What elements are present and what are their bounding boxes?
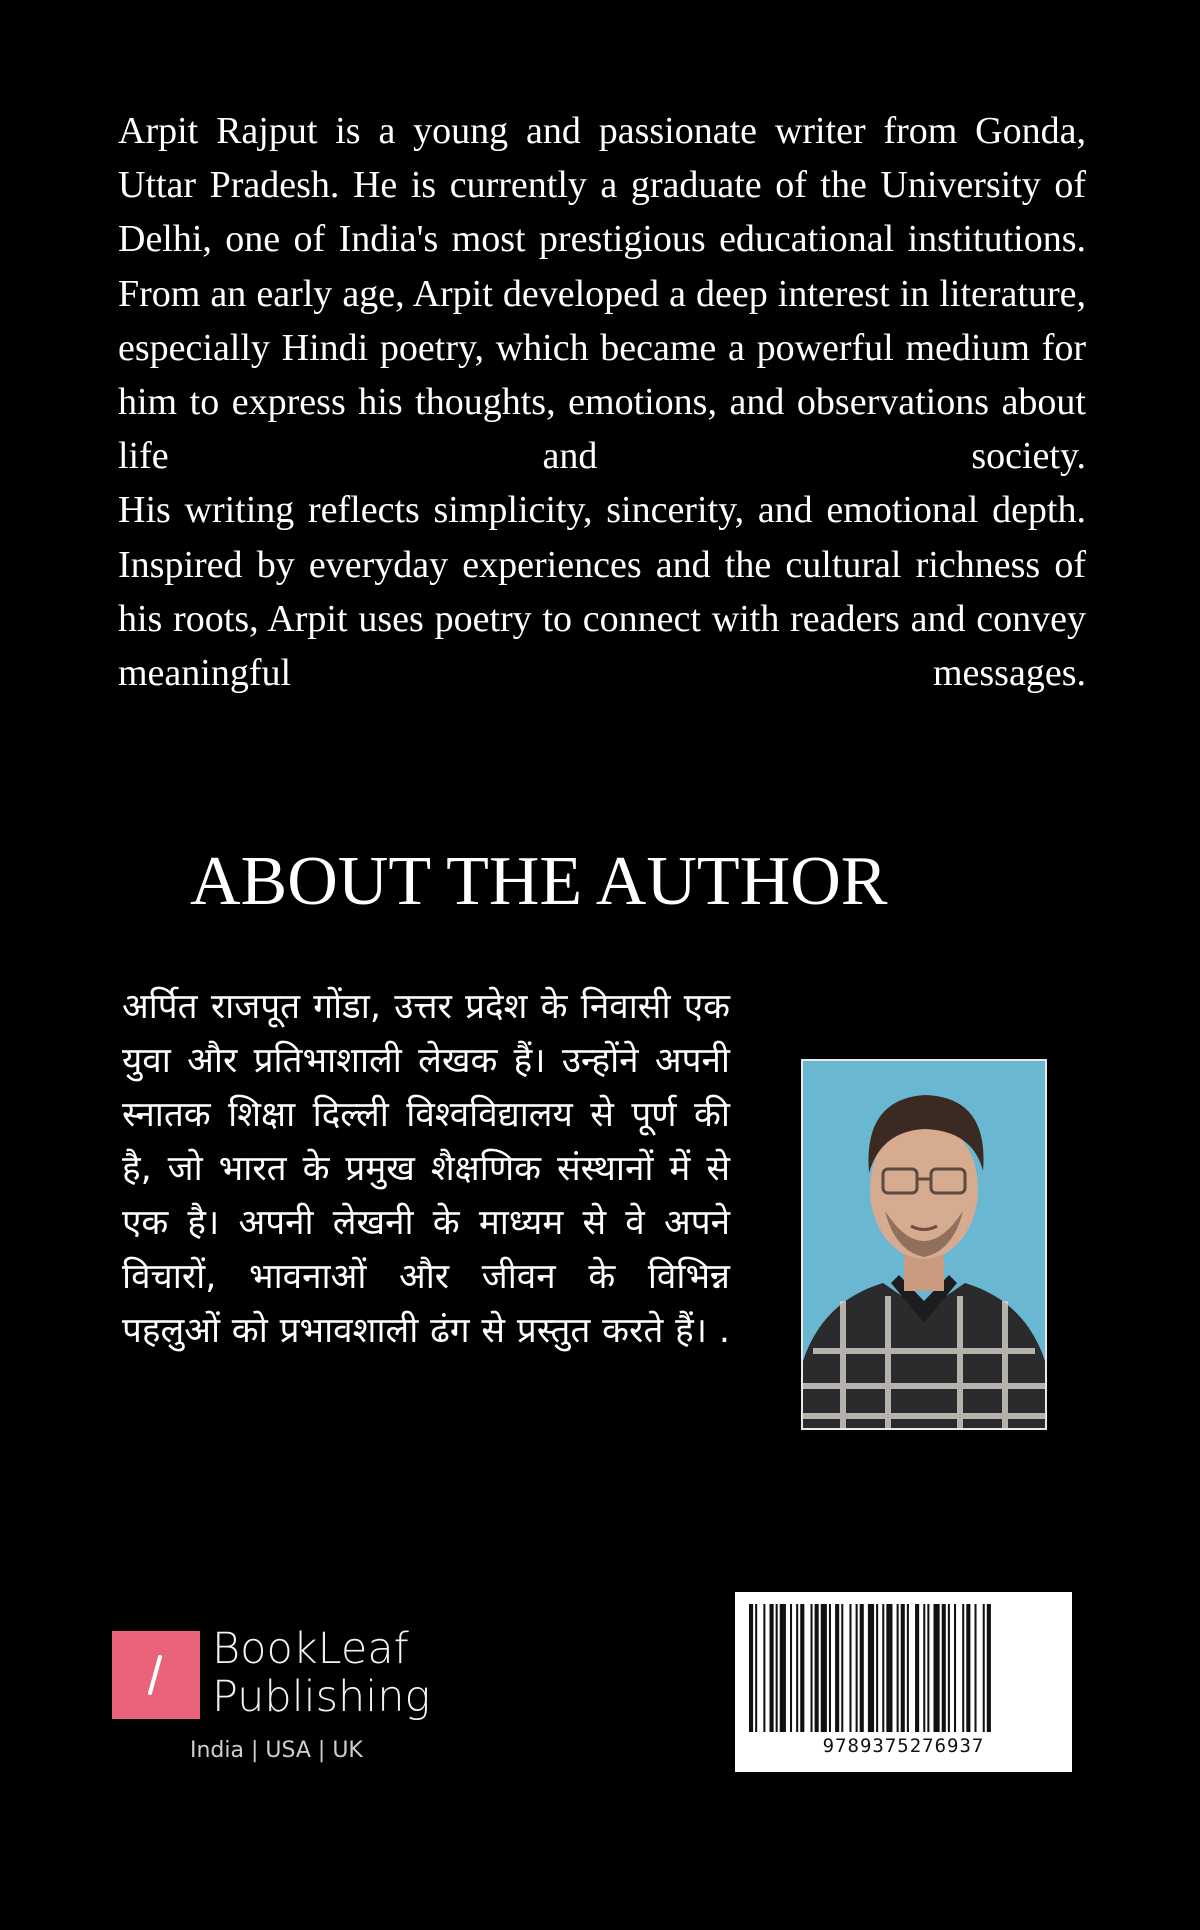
barcode-bar [841, 1604, 843, 1732]
barcode-bar [975, 1604, 977, 1732]
publisher-name-line-2: Publishing [212, 1672, 431, 1722]
barcode-bar [923, 1604, 925, 1732]
barcode-bar [776, 1604, 778, 1732]
barcode-bar [882, 1604, 884, 1732]
barcode-bar [901, 1604, 905, 1732]
barcode-bar [755, 1604, 757, 1732]
barcode-bar [811, 1604, 813, 1732]
barcode-bar [800, 1604, 804, 1732]
barcode-bar [868, 1604, 874, 1732]
publisher-logo [112, 1624, 472, 1768]
barcode-bar [907, 1604, 909, 1732]
barcode-bar [934, 1604, 940, 1732]
barcode-bar [780, 1604, 786, 1732]
english-bio-paragraph-2: His writing reflects simplicity, sincerity, and emotional depth. Inspired by everyday experiences and the cultural richness of his roots, Arpit uses poetry to connect with readers and convey meaningful messages. [118, 489, 1086, 695]
barcode-bar [860, 1604, 864, 1732]
isbn-number: 9789375276937 [822, 1735, 985, 1757]
english-author-bio [118, 104, 1086, 700]
barcode-bar [948, 1604, 950, 1732]
author-portrait-image [803, 1061, 1045, 1428]
barcode-bars [749, 1604, 1058, 1732]
barcode-bar [770, 1604, 774, 1732]
barcode-bar [749, 1604, 753, 1732]
slash-icon [112, 1631, 200, 1719]
author-photo [801, 1059, 1047, 1430]
barcode-bar [849, 1604, 851, 1732]
barcode-bar [815, 1604, 819, 1732]
barcode-bar [829, 1604, 831, 1732]
english-bio-paragraph-1: Arpit Rajput is a young and passionate writer from Gonda, Uttar Pradesh. He is currently a graduate of the University of Delhi, one of India's most prestigious educational institutions. From an early age, Arpit developed a deep interest in literature, especially Hindi poetry, which became a powerful medium for him to express his thoughts, emotions, and observations about life and society. [118, 110, 1086, 478]
barcode-bar [987, 1604, 991, 1732]
barcode-bar [915, 1604, 919, 1732]
barcode-bar [886, 1604, 892, 1732]
barcode-bar [763, 1604, 765, 1732]
about-the-author-heading: ABOUT THE AUTHOR [190, 843, 888, 920]
barcode-bar [966, 1604, 970, 1732]
barcode-bar [927, 1604, 929, 1732]
barcode-bar [821, 1604, 827, 1732]
barcode-bar [983, 1604, 985, 1732]
barcode-bar [835, 1604, 839, 1732]
barcode-bar [796, 1604, 798, 1732]
barcode-bar [876, 1604, 878, 1732]
barcode-bar [942, 1604, 946, 1732]
barcode-bar [954, 1604, 956, 1732]
publisher-logo-mark [112, 1631, 200, 1719]
isbn-barcode [735, 1592, 1072, 1772]
barcode-bar [962, 1604, 964, 1732]
barcode-bar [897, 1604, 899, 1732]
barcode-bar [790, 1604, 792, 1732]
hindi-author-bio: अर्पित राजपूत गोंडा, उत्तर प्रदेश के निवासी एक युवा और प्रतिभाशाली लेखक हैं। उन्होंने अपनी स्नातक शिक्षा दिल्ली विश्वविद्यालय से पूर्ण की है, जो भारत के प्रमुख शैक्षणिक संस्थानों में से एक है। अपनी लेखनी के माध्यम से वे अपने विचारों, भावनाओं और जीवन के विभिन्न पहलुओं को प्रभावशाली ढंग से प्रस्तुत करते हैं। . [122, 987, 730, 1351]
barcode-bar [856, 1604, 858, 1732]
publisher-regions: India | USA | UK [190, 1738, 363, 1763]
publisher-name-line-1: BookLeaf [212, 1624, 409, 1674]
